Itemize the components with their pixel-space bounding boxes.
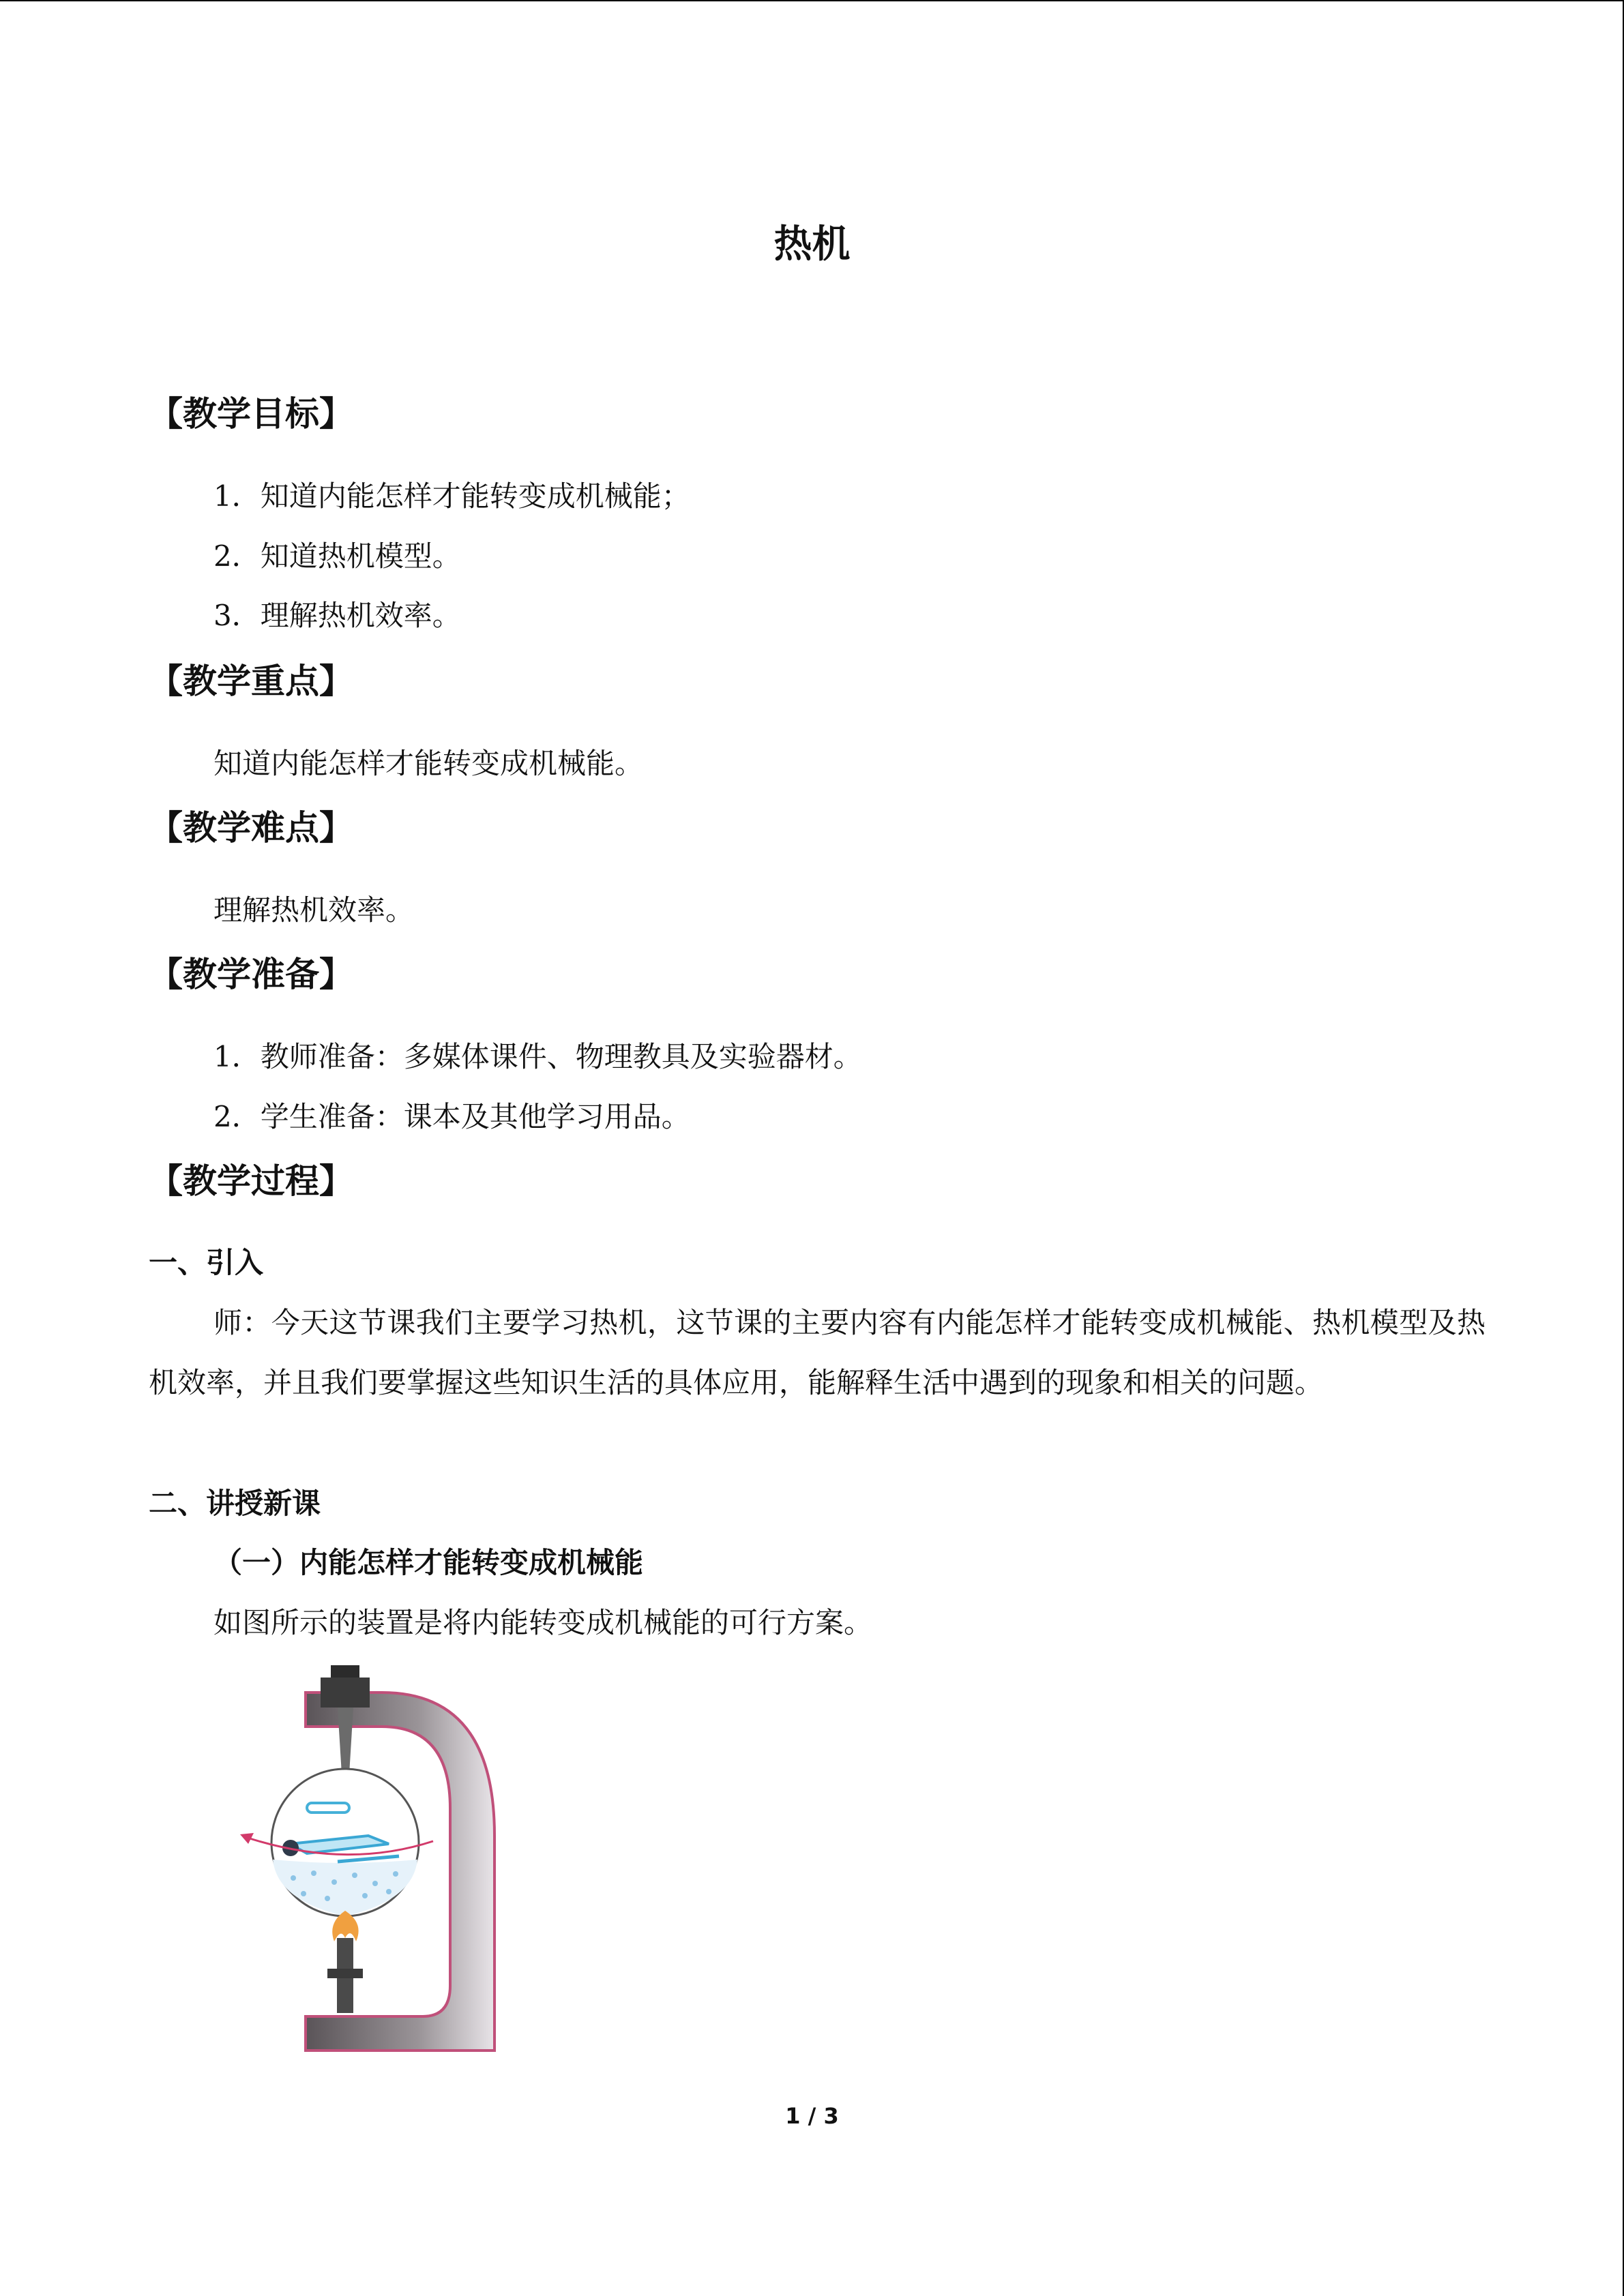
objective-item-1: 1．知道内能怎样才能转变成机械能； <box>213 479 690 513</box>
objective-item-2: 2．知道热机模型。 <box>213 539 461 573</box>
process-heading: 【教学过程】 <box>149 1161 353 1201</box>
suspension-rod <box>338 1708 353 1774</box>
objective-item-3: 3．理解热机效率。 <box>213 599 461 632</box>
section-intro-title: 一、引入 <box>149 1246 264 1279</box>
figure-caption-text: 如图所示的装置是将内能转变成机械能的可行方案。 <box>213 1606 873 1639</box>
key-point-heading: 【教学重点】 <box>149 661 353 701</box>
preparation-heading: 【教学准备】 <box>149 955 353 994</box>
difficulty-heading: 【教学难点】 <box>149 808 353 848</box>
page-number: 1 / 3 <box>785 2103 839 2129</box>
burner-collar <box>327 1969 363 1978</box>
subsection-title: （一）内能怎样才能转变成机械能 <box>213 1546 644 1579</box>
nozzle-tube-top <box>307 1803 349 1813</box>
clamp-knob <box>331 1665 359 1679</box>
clamp-block <box>321 1678 370 1708</box>
heat-engine-figure <box>225 1665 539 2068</box>
page-title: 热机 <box>773 222 851 267</box>
section-intro-text: 师：今天这节课我们主要学习热机，这节课的主要内容有内能怎样才能转变成机械能、热机模型及热机效率，并且我们要掌握这些知识生活的具体应用，能解释生活中遇到的现象和相关的问题。 <box>149 1306 1486 1399</box>
key-point-text: 知道内能怎样才能转变成机械能。 <box>213 747 644 780</box>
preparation-item-2: 2．学生准备：课本及其他学习用品。 <box>213 1100 690 1133</box>
section-new-lesson-title: 二、讲授新课 <box>149 1487 321 1520</box>
water <box>273 1860 417 1916</box>
difficulty-text: 理解热机效率。 <box>213 893 415 927</box>
objectives-heading: 【教学目标】 <box>149 394 353 434</box>
preparation-item-1: 1．教师准备：多媒体课件、物理教具及实验器材。 <box>213 1040 862 1073</box>
